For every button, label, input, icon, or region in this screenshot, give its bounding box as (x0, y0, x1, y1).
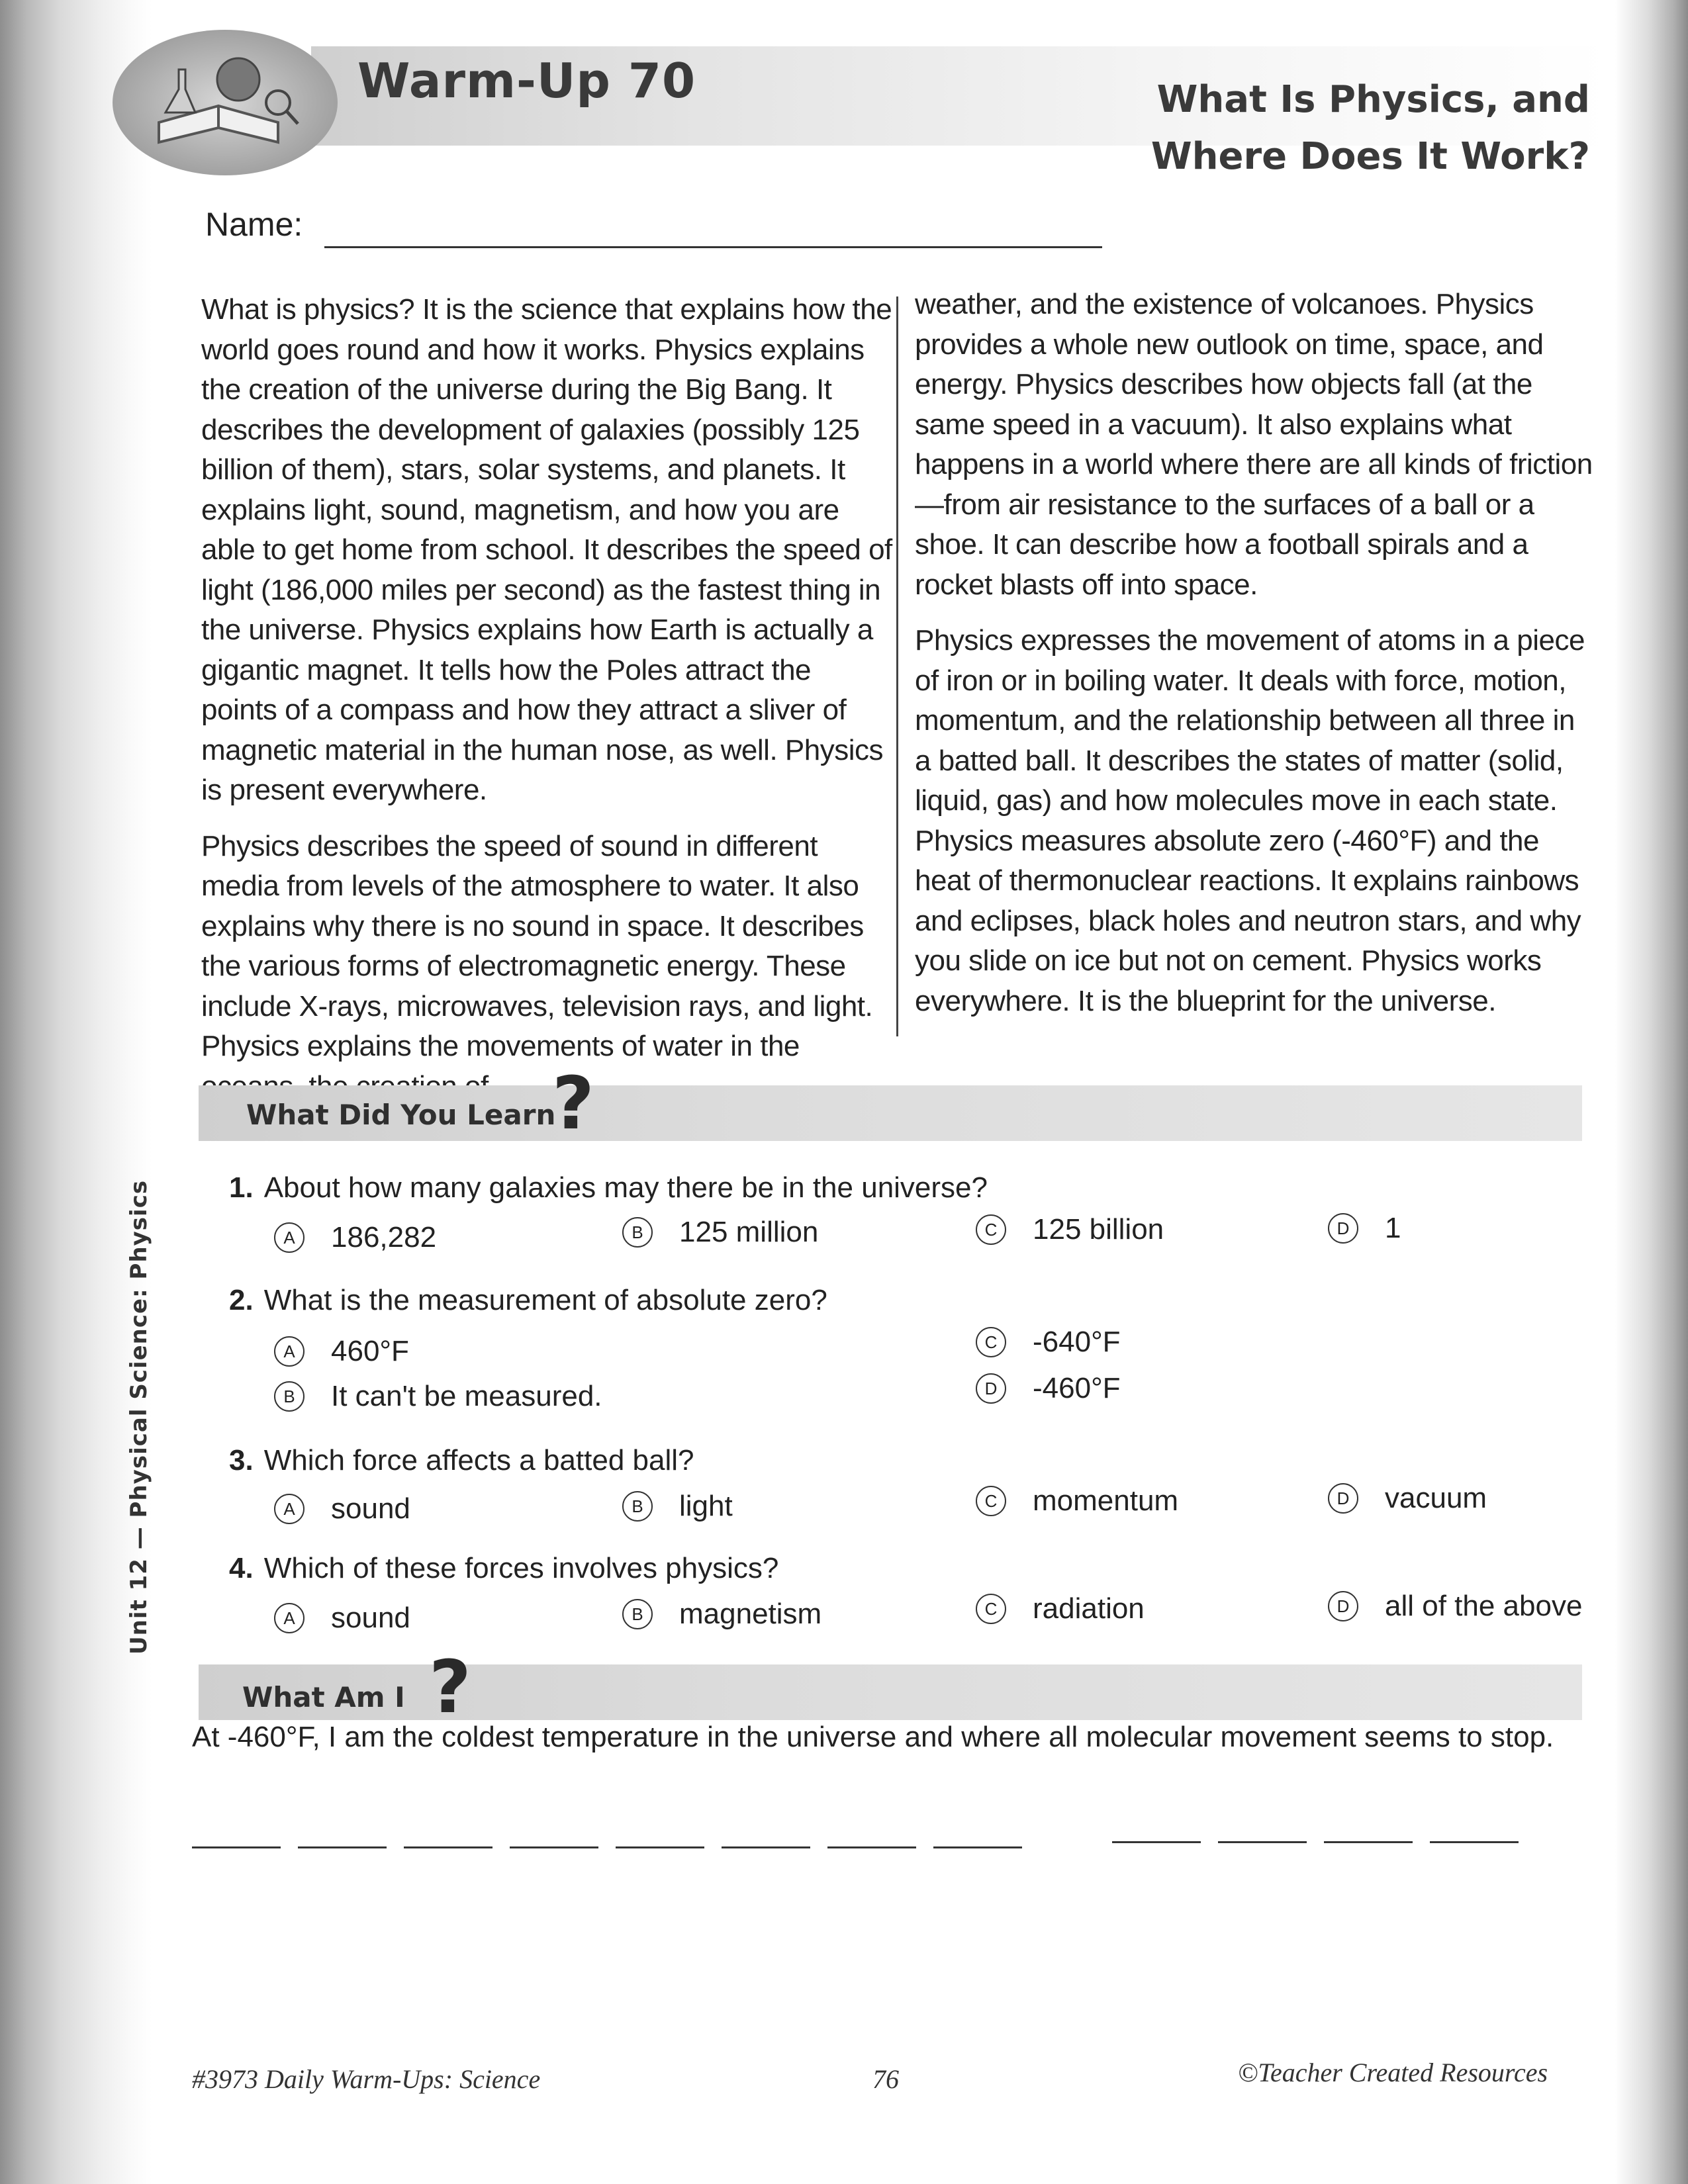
answer-blank[interactable] (827, 1846, 916, 1848)
article-paragraph: What is physics? It is the science that explains how the world goes round and how it works. Physics explains the creation of the universe during the Big Bang. It describes the development of galaxies (possibly 125 billion of them), stars, solar systems, and planets. It explains light, sound, magnetism, and how you are able to get home from school. It describes the speed of light (186,000 miles per second) as the fastest thing in the universe. Physics explains how Earth is actually a gigantic magnet. It tells how the Poles attract the points of a compass and how they attract a sliver of magnetic material in the human nose, as well. Physics is present everywhere. (201, 293, 892, 806)
answer-blank[interactable] (510, 1846, 598, 1848)
answer-bubble[interactable]: A (274, 1222, 305, 1253)
riddle-text: At -460°F, I am the coldest temperature in the universe and where all molecular movement seems to stop. (192, 1721, 1554, 1753)
option-text: 460°F (331, 1335, 409, 1367)
article-paragraph: weather, and the existence of volcanoes. Physics provides a whole new outlook on time, space, and energy. Physics describes how objects fall (at the same speed in a vacuum). It also explains what happens in a world where there are all kinds of friction—from air resistance to the surfaces of a ball or a shoe. It can describe how a football spirals and a rocket blasts off into space. (915, 288, 1593, 601)
option-text: 1 (1385, 1212, 1401, 1244)
option-text: sound (331, 1602, 410, 1634)
learn-section-title: What Did You Learn (246, 1099, 556, 1131)
option-text: 125 million (679, 1216, 819, 1248)
q1-option-b[interactable] (622, 1216, 818, 1249)
question-number: 1. (229, 1171, 254, 1204)
answer-bubble[interactable]: A (274, 1603, 305, 1633)
q2-option-a[interactable] (274, 1335, 409, 1368)
answer-bubble[interactable]: C (976, 1214, 1006, 1245)
book-globe-flask-icon (139, 43, 311, 162)
q4-option-a[interactable] (274, 1602, 410, 1635)
answer-bubble[interactable]: B (274, 1381, 305, 1412)
option-text: sound (331, 1492, 410, 1525)
option-text: momentum (1033, 1484, 1179, 1517)
question-1 (229, 1171, 988, 1205)
q3-option-b[interactable] (622, 1490, 733, 1523)
answer-blank[interactable] (192, 1846, 281, 1848)
option-text: It can't be measured. (331, 1380, 602, 1412)
scan-right-edge (1615, 0, 1688, 2184)
question-4 (229, 1552, 778, 1585)
q4-option-d[interactable] (1328, 1590, 1582, 1623)
q2-option-d[interactable] (976, 1372, 1121, 1405)
answer-bubble[interactable]: D (1328, 1483, 1358, 1514)
q3-option-d[interactable] (1328, 1482, 1487, 1515)
q1-option-d[interactable] (1328, 1212, 1401, 1245)
option-text: all of the above (1385, 1590, 1583, 1622)
answer-bubble[interactable]: A (274, 1336, 305, 1367)
topic-title-line-1: What Is Physics, and (1156, 78, 1590, 121)
answer-bubble[interactable]: C (976, 1594, 1006, 1624)
answer-blank[interactable] (404, 1846, 492, 1848)
riddle-section-band (199, 1664, 1582, 1720)
answer-bubble[interactable]: C (976, 1327, 1006, 1357)
option-text: -460°F (1033, 1372, 1121, 1404)
question-number: 2. (229, 1284, 254, 1316)
page-number: 76 (872, 2064, 899, 2094)
science-logo (113, 30, 338, 175)
option-text: -640°F (1033, 1326, 1121, 1358)
article-right-column (915, 285, 1597, 1037)
answer-blank[interactable] (933, 1846, 1022, 1848)
name-field-line[interactable] (324, 246, 1102, 248)
article-paragraph: Physics expresses the movement of atoms in a piece of iron or in boiling water. It deals with force, motion, momentum, and the relationship between all three in a batted ball. It describes the states of matter (solid, liquid, gas) and how molecules move in each state. Physics measures absolute zero (-460°F) and the heat of thermonuclear reactions. It explains rainbows and eclipses, black holes and neutron stars, and why you slide on ice but not on cement. Physics works everywhere. It is the blueprint for the universe. (915, 624, 1585, 1017)
topic-title-line-2: Where Does It Work? (1150, 135, 1590, 178)
answer-blank[interactable] (1112, 1841, 1201, 1843)
question-number: 4. (229, 1552, 254, 1584)
q3-option-c[interactable] (976, 1484, 1178, 1518)
answer-blank[interactable] (1218, 1841, 1307, 1843)
answer-bubble[interactable]: C (976, 1486, 1006, 1516)
option-text: radiation (1033, 1592, 1145, 1625)
option-text: magnetism (679, 1598, 822, 1630)
answer-blank[interactable] (1430, 1841, 1519, 1843)
answer-bubble[interactable]: B (622, 1599, 653, 1629)
answer-bubble[interactable]: D (976, 1373, 1006, 1404)
answer-bubble[interactable]: B (622, 1491, 653, 1522)
name-label: Name: (205, 206, 303, 243)
riddle-section-title: What Am I (242, 1681, 405, 1713)
option-text: vacuum (1385, 1482, 1487, 1514)
question-mark-icon: ? (429, 1645, 471, 1729)
option-text: 186,282 (331, 1221, 437, 1253)
article-paragraph: Physics describes the speed of sound in different media from levels of the atmosphere to water. It also explains why there is no sound in space. It describes the various forms of electromagnetic energy. These include X-rays, microwaves, television rays, and light. Physics explains the movements of water in the (201, 829, 873, 1062)
question-number: 3. (229, 1444, 254, 1477)
question-mark-icon: ? (552, 1061, 594, 1146)
unit-label: Unit 12 — Physical Science: Physics (126, 1179, 152, 1655)
q2-option-b[interactable] (274, 1380, 602, 1413)
q1-option-a[interactable] (274, 1221, 436, 1254)
option-text: light (679, 1490, 733, 1522)
column-divider (896, 296, 898, 1036)
question-3 (229, 1444, 694, 1477)
article-left-column (201, 290, 894, 1122)
question-text: About how many galaxies may there be in the universe? (263, 1171, 988, 1204)
answer-blank[interactable] (616, 1846, 704, 1848)
question-text: What is the measurement of absolute zero? (263, 1284, 827, 1316)
question-text: Which of these forces involves physics? (263, 1552, 779, 1584)
q4-option-c[interactable] (976, 1592, 1145, 1625)
question-text: Which force affects a batted ball? (263, 1444, 694, 1477)
answer-blank[interactable] (722, 1846, 810, 1848)
question-2 (229, 1284, 827, 1317)
warmup-title: Warm-Up 70 (357, 53, 696, 109)
scan-left-edge (0, 0, 152, 2184)
answer-blank[interactable] (298, 1846, 387, 1848)
answer-bubble[interactable]: B (622, 1217, 653, 1248)
answer-bubble[interactable]: D (1328, 1591, 1358, 1621)
q2-option-c[interactable] (976, 1326, 1121, 1359)
option-text: 125 billion (1033, 1213, 1164, 1246)
topic-title (1151, 71, 1590, 185)
q1-option-c[interactable] (976, 1213, 1164, 1246)
answer-bubble[interactable]: A (274, 1494, 305, 1524)
q3-option-a[interactable] (274, 1492, 410, 1525)
footer-publisher: ©Teacher Created Resources (1238, 2058, 1548, 2087)
footer-book-title: #3973 Daily Warm-Ups: Science (192, 2064, 541, 2094)
answer-bubble[interactable]: D (1328, 1213, 1358, 1244)
q4-option-b[interactable] (622, 1598, 821, 1631)
answer-blank[interactable] (1324, 1841, 1413, 1843)
